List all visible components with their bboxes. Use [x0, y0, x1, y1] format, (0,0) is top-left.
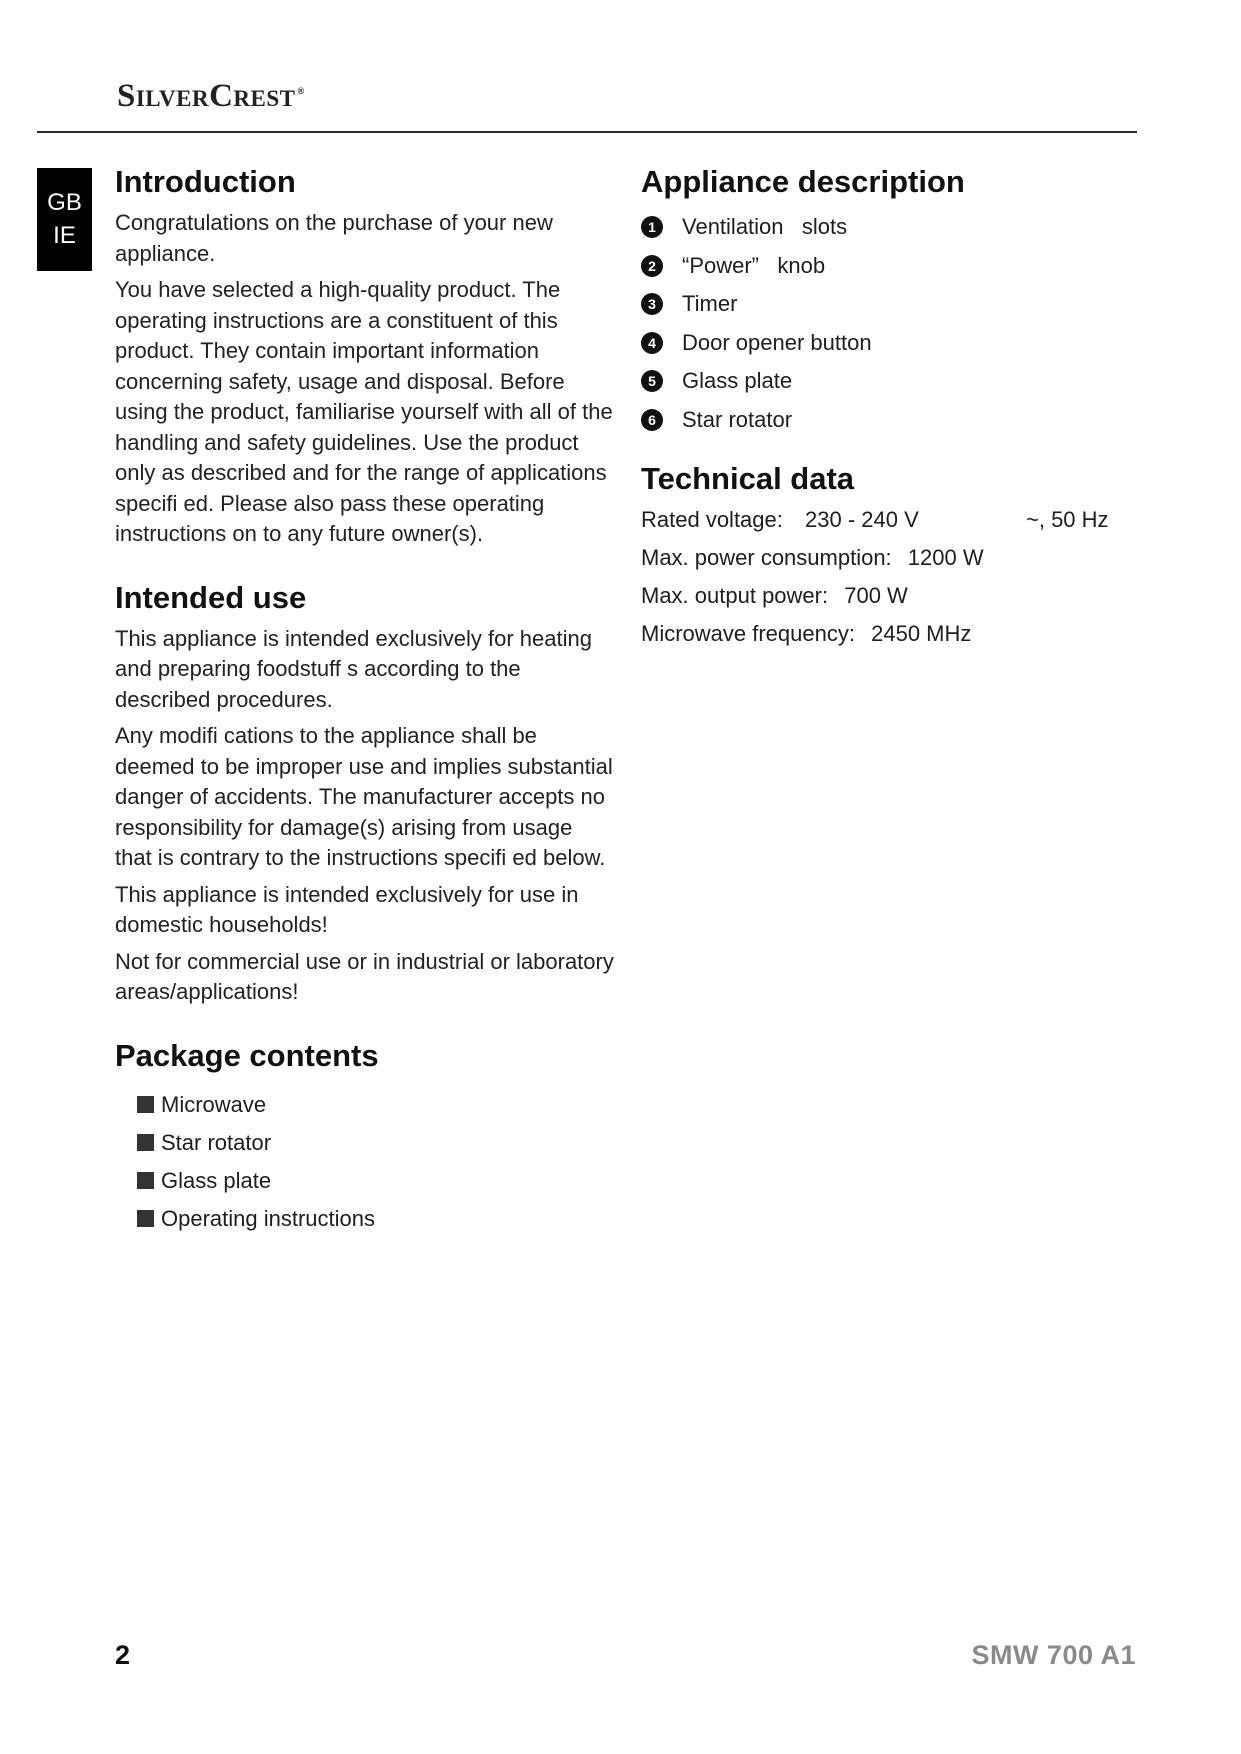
- tech-label: Max. output power:: [641, 583, 829, 608]
- tech-row-rated-voltage: [641, 501, 1141, 539]
- list-item: [137, 1162, 615, 1200]
- package-item-label: Operating instructions: [161, 1205, 375, 1231]
- package-item-label: Microwave: [161, 1091, 267, 1117]
- tech-value: 2450 MHz: [871, 621, 972, 646]
- package-item-label: Glass plate: [161, 1167, 272, 1193]
- part-label: Door opener button: [682, 329, 872, 355]
- language-tab: [37, 168, 92, 271]
- introduction-paragraph: You have selected a high-quality product. The operating instructions are a constituent of this product. They contain important information concerning safety, usage and disposal. Before using the product, familiarise yourself with all of the handling and safety guidelines. Use the product only as described and for the range of applications specifi ed. Please also pass these operating instructions on to any future owner(s).: [115, 277, 613, 546]
- left-column: [115, 162, 615, 1238]
- intended-use-paragraph: Not for commercial use or in industrial or laboratory areas/applications!: [115, 948, 614, 1004]
- package-item-label: Star rotator: [161, 1129, 272, 1155]
- list-item: [137, 1124, 615, 1162]
- language-code-ie: IE: [53, 222, 76, 249]
- part-label: Ventilation slots: [682, 214, 848, 239]
- appliance-description-list: [641, 208, 1141, 439]
- intended-use-paragraph: This appliance is intended exclusively for use in domestic households!: [115, 881, 579, 937]
- square-bullet-icon: [137, 1172, 154, 1189]
- registered-mark: ®: [297, 86, 305, 96]
- introduction-heading: Introduction: [115, 164, 296, 199]
- square-bullet-icon: [137, 1134, 154, 1151]
- list-item: [641, 401, 1141, 440]
- tech-value-suffix: ~, 50 Hz: [1026, 507, 1109, 532]
- list-item: [137, 1200, 615, 1238]
- introduction-paragraph: Congratulations on the purchase of your new appliance.: [115, 210, 553, 266]
- square-bullet-icon: [137, 1096, 154, 1113]
- number-1-icon: 1: [641, 216, 663, 238]
- technical-data-section: [641, 459, 1141, 653]
- language-code-gb: GB: [47, 189, 82, 216]
- model-number: SMW 700 A1: [971, 1640, 1136, 1670]
- number-4-icon: 4: [641, 332, 663, 354]
- package-contents-heading: Package contents: [115, 1037, 379, 1073]
- package-contents-list: [137, 1086, 615, 1238]
- tech-value: 1200 W: [907, 545, 984, 570]
- technical-data-heading: Technical data: [641, 461, 855, 496]
- tech-label: Max. power consumption:: [641, 545, 892, 570]
- number-2-icon: 2: [641, 255, 663, 277]
- brand-logo-text: SilverCrest: [117, 78, 296, 114]
- appliance-description-section: [641, 162, 1141, 439]
- list-item: [641, 247, 1141, 286]
- list-item: [641, 324, 1141, 363]
- part-label: “Power” knob: [682, 252, 826, 278]
- list-item: [137, 1086, 615, 1124]
- part-label: Timer: [682, 291, 738, 316]
- list-item: [641, 285, 1141, 324]
- tech-row-power-consumption: [641, 539, 1141, 577]
- list-item: [641, 208, 1141, 247]
- number-5-icon: 5: [641, 370, 663, 392]
- tech-value: 230 - 240 V: [805, 507, 919, 532]
- list-item: [641, 362, 1141, 401]
- tech-row-microwave-frequency: [641, 615, 1141, 653]
- intended-use-heading: Intended use: [115, 579, 307, 615]
- intended-use-paragraph: Any modifi cations to the appliance shall be deemed to be improper use and implies substantial danger of accidents. The manufacturer accepts no responsibility for damage(s) arising from usage that is contrary to the instructions specifi ed below.: [115, 723, 613, 870]
- brand-logo: [117, 78, 305, 115]
- square-bullet-icon: [137, 1210, 154, 1227]
- number-6-icon: 6: [641, 409, 663, 431]
- part-label: Glass plate: [682, 368, 793, 393]
- tech-label: Rated voltage:: [641, 507, 783, 532]
- number-3-icon: 3: [641, 293, 663, 315]
- introduction-section: [115, 162, 615, 550]
- right-column: [641, 162, 1141, 653]
- appliance-description-heading: Appliance description: [641, 164, 965, 199]
- page-number: 2: [115, 1640, 131, 1670]
- intended-use-section: [115, 578, 615, 1008]
- part-label: Star rotator: [682, 406, 793, 432]
- package-contents-section: [115, 1036, 615, 1238]
- header-divider: [37, 131, 1137, 133]
- tech-value: 700 W: [844, 583, 908, 608]
- intended-use-paragraph: This appliance is intended exclusively for heating and preparing foodstuff s according to the described procedures.: [115, 625, 592, 712]
- tech-row-output-power: [641, 577, 1141, 615]
- tech-label: Microwave frequency:: [641, 621, 855, 646]
